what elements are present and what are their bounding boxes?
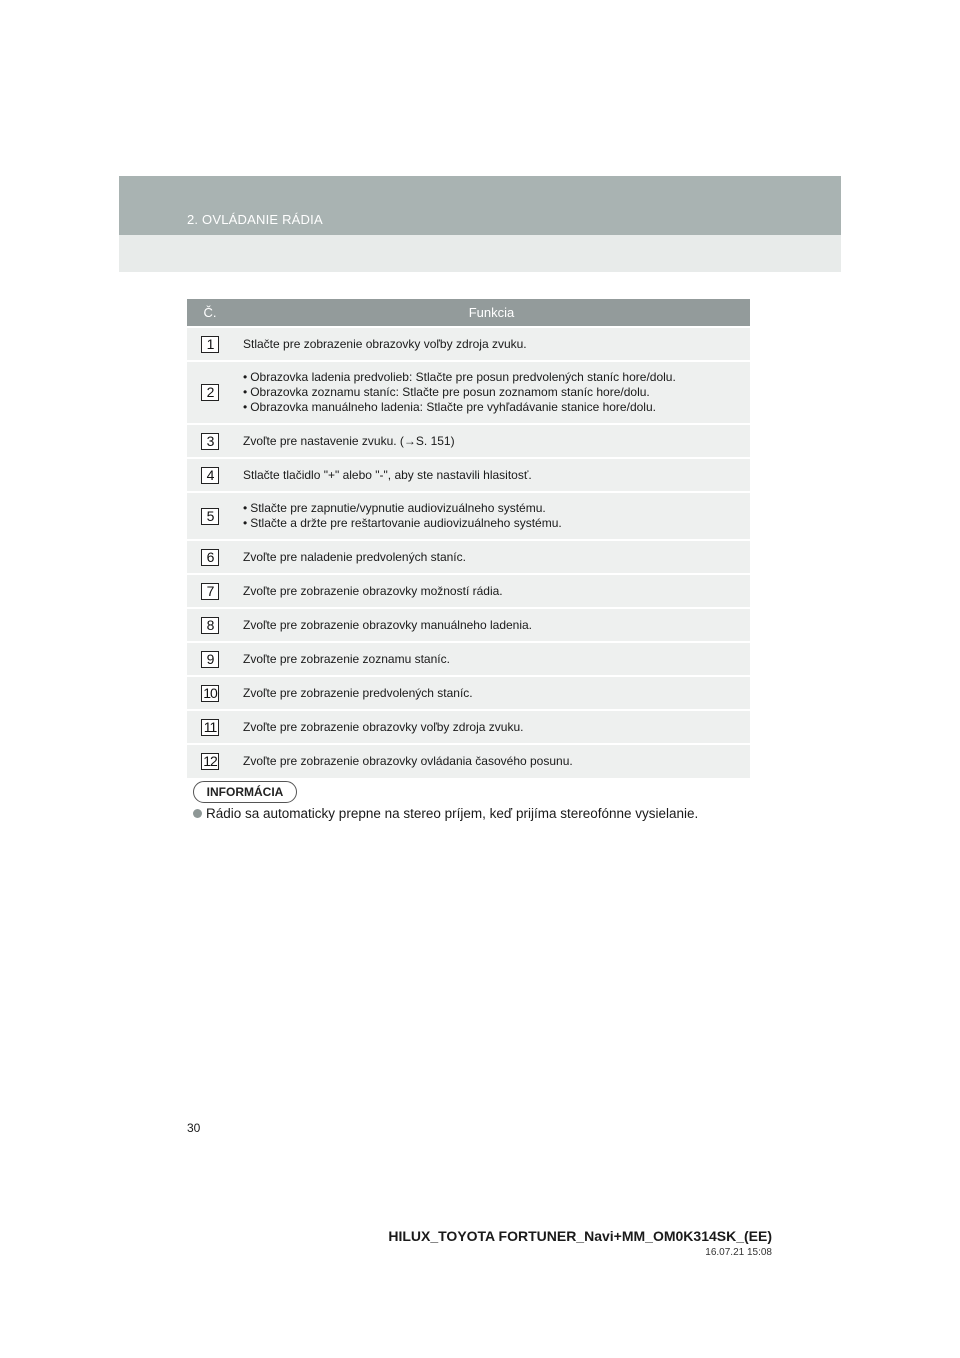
table-row: [187, 540, 750, 574]
table-row: [187, 676, 750, 710]
bullet-item: • Obrazovka manuálneho ladenia: Stlačte pre vyhľadávanie stanice hore/dolu.: [243, 400, 742, 415]
row-function-cell: [233, 327, 750, 361]
section-title: 2. OVLÁDANIE RÁDIA: [187, 212, 323, 227]
row-number-cell: [187, 458, 233, 492]
row-number-icon: 7: [201, 583, 219, 600]
bullet-item: • Stlačte a držte pre reštartovanie audiovizuálneho systému.: [243, 516, 742, 531]
function-text: Zvoľte pre zobrazenie obrazovky ovládania časového posunu.: [243, 754, 573, 768]
row-function-cell: [233, 540, 750, 574]
function-text: Zvoľte pre naladenie predvolených staníc.: [243, 549, 466, 564]
bullet-dot-icon: [193, 809, 202, 818]
function-text: Zvoľte pre zobrazenie predvolených staníc.: [243, 685, 473, 700]
row-number-cell: [187, 492, 233, 540]
row-number-cell: [187, 642, 233, 676]
row-number-icon: 5: [201, 508, 219, 525]
footer-document-id: HILUX_TOYOTA FORTUNER_Navi+MM_OM0K314SK_(EE): [388, 1228, 772, 1244]
row-number-cell: [187, 574, 233, 608]
function-text: Stlačte tlačidlo "+" alebo "-", aby ste nastavili hlasitosť.: [243, 467, 532, 482]
row-number-icon: 6: [201, 549, 219, 566]
row-number-cell: [187, 608, 233, 642]
function-text: Stlačte pre zobrazenie obrazovky voľby zdroja zvuku.: [243, 336, 527, 351]
table-header-row: [187, 299, 750, 327]
column-header-function: Funkcia: [233, 299, 750, 327]
row-function-cell: [233, 608, 750, 642]
row-function-cell: [233, 710, 750, 744]
function-text: Zvoľte pre zobrazenie obrazovky manuálneho ladenia.: [243, 617, 533, 632]
row-function-cell: [233, 361, 750, 424]
table-row: [187, 327, 750, 361]
table-row: [187, 642, 750, 676]
row-number-cell: [187, 424, 233, 458]
table-row: [187, 458, 750, 492]
row-number-cell: [187, 710, 233, 744]
row-number-icon: 1: [201, 336, 219, 353]
row-function-cell: [233, 424, 750, 458]
table-row: [187, 710, 750, 744]
info-badge: INFORMÁCIA: [193, 781, 297, 803]
row-number-icon: 12: [201, 753, 219, 770]
function-text: Zvoľte pre nastavenie zvuku. (→S. 151): [243, 433, 455, 448]
row-function-cell: [233, 492, 750, 540]
bullet-item: • Stlačte pre zapnutie/vypnutie audiovizuálneho systému.: [243, 501, 742, 516]
row-function-cell: [233, 744, 750, 778]
row-number-cell: [187, 540, 233, 574]
table-row: [187, 492, 750, 540]
footer-date: 16.07.21 15:08: [705, 1247, 772, 1258]
bullet-item: • Obrazovka ladenia predvolieb: Stlačte pre posun predvolených staníc hore/dolu.: [243, 370, 742, 385]
row-function-cell: [233, 574, 750, 608]
header-subband: [119, 235, 841, 272]
row-number-cell: [187, 361, 233, 424]
bullet-item: • Obrazovka zoznamu staníc: Stlačte pre posun zoznamom staníc hore/dolu.: [243, 385, 742, 400]
info-note: [193, 806, 753, 821]
row-number-cell: [187, 327, 233, 361]
row-number-icon: 10: [201, 685, 219, 702]
row-number-icon: 2: [201, 384, 219, 401]
function-text: Zvoľte pre zobrazenie zoznamu staníc.: [243, 651, 450, 666]
row-number-cell: [187, 744, 233, 778]
function-table: [187, 299, 750, 778]
row-number-icon: 9: [201, 651, 219, 668]
row-function-cell: [233, 642, 750, 676]
row-number-icon: 11: [201, 719, 219, 736]
table-row: [187, 361, 750, 424]
table-body: [187, 327, 750, 778]
row-number-cell: [187, 676, 233, 710]
page-number: 30: [187, 1121, 201, 1135]
column-header-number: Č.: [187, 299, 233, 327]
table-row: [187, 424, 750, 458]
row-function-cell: [233, 676, 750, 710]
table-row: [187, 608, 750, 642]
row-number-icon: 3: [201, 433, 219, 450]
table-row: [187, 574, 750, 608]
row-function-cell: [233, 458, 750, 492]
function-text: Zvoľte pre zobrazenie obrazovky voľby zdroja zvuku.: [243, 719, 524, 734]
table-row: [187, 744, 750, 778]
info-text: Rádio sa automaticky prepne na stereo príjem, keď prijíma stereofónne vysielanie.: [206, 806, 699, 821]
function-text: Zvoľte pre zobrazenie obrazovky možností rádia.: [243, 583, 503, 598]
row-number-icon: 4: [201, 467, 219, 484]
row-number-icon: 8: [201, 617, 219, 634]
